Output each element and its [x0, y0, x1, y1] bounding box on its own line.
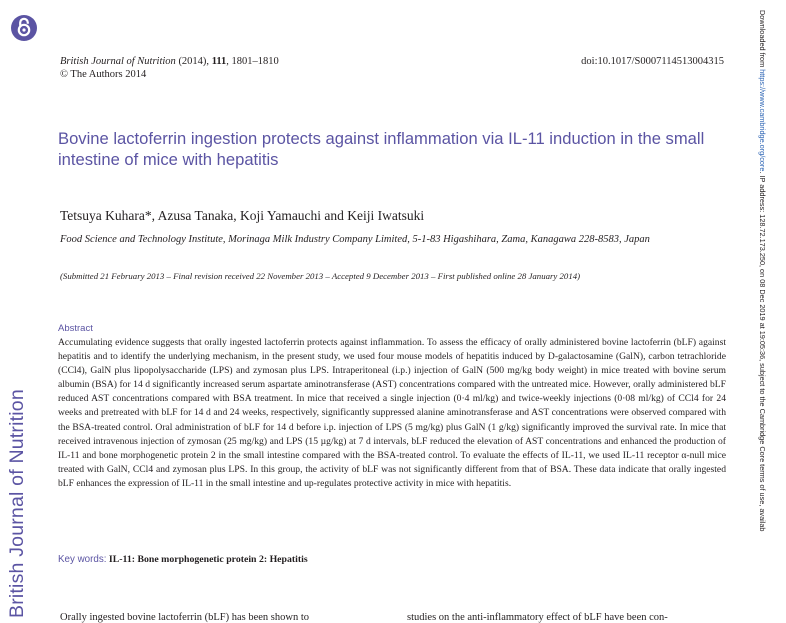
download-note: [758, 10, 767, 532]
body-left-column: Orally ingested bovine lactoferrin (bLF) has been shown to: [60, 612, 310, 623]
author-list: Tetsuya Kuhara*, Azusa Tanaka, Koji Yamauchi and Keiji Iwatsuki: [60, 208, 425, 223]
article-title: Bovine lactoferrin ingestion protects against inflammation via IL-11 induction in the small intestine of mice with hepatitis: [58, 129, 705, 169]
body-right-column: studies on the anti-inflammatory effect of bLF have been con-: [407, 612, 668, 623]
journal-volume: 111: [211, 56, 227, 67]
download-link[interactable]: https://www.cambridge.org/core: [758, 69, 767, 172]
journal-name: British Journal of Nutrition: [60, 56, 176, 67]
abstract-heading: Abstract: [58, 323, 93, 334]
keywords-line: [58, 554, 308, 565]
keywords-value: IL-11: Bone morphogenetic protein 2: Hepatitis: [108, 554, 308, 565]
sidebar-journal-name: British Journal of Nutrition: [6, 389, 28, 618]
copyright-line: © The Authors 2014: [60, 69, 147, 80]
download-suffix: . IP address: 128.72.173.250, on 08 Dec 2019 at 19:05:36, subject to the Cambridge Core terms of use, availab: [758, 171, 767, 532]
download-prefix: Downloaded from: [758, 10, 767, 70]
journal-pages: , 1801–1810: [226, 56, 279, 67]
submission-history: (Submitted 21 February 2013 – Final revision received 22 November 2013 – Accepted 9 December 2013 – First published online 28 January 2014): [60, 271, 581, 281]
journal-citation: [60, 56, 279, 67]
affiliation: Food Science and Technology Institute, Morinaga Milk Industry Company Limited, 5-1-83 Higashihara, Zama, Kanagawa 228-8583, Japan: [60, 234, 650, 245]
open-access-icon: [11, 15, 37, 41]
journal-year: (2014),: [178, 56, 210, 67]
abstract-text: Accumulating evidence suggests that orally ingested lactoferrin protects against inflammation. To assess the efficacy of orally administered bovine lactoferrin (bLF) against hepatitis and to identify the underlying mechanism, in the present study, we used four mouse models of hepatitis induced by D-galactosamine (GalN), carbon tetrachloride (CCl4), GalN plus lipopolysaccharide (LPS) and zymosan plus LPS. Intraperitoneal (i.p.) injection of GalN (500 mg/kg body weight) in mice treated with bovine serum albumin (BSA) for 14 d significantly increased serum aspartate aminotransferase (AST) concentrations compared with the untreated mice. However, orally administered bLF reduced AST concentrations compared with BSA treatment. In mice that received a single injection (0·4 ml/kg) and twice-weekly injections (0·08 ml/kg) of CCl4 for 24 weeks and pretreated with bLF for 14 d and 24 weeks, respectively, significantly suppressed alanine aminotransferase and AST concentrations were observed compared with the BSA-treated control. Oral administration of bLF for 14 d before i.p. injection of LPS (5 mg/kg) plus GalN (1 g/kg) significantly improved the survival rate. In mice that received intravenous injection of zymosan (25 mg/kg) and LPS (15 µg/kg) at 7 d intervals, bLF reduced the elevation of AST concentrations and enhanced the production of IL-11 and bone morphogenetic protein 2 in the small intestine compared with the BSA-treated control. To evaluate the effects of IL-11, we used IL-11 receptor α-null mice treated with GalN, CCl4 and zymosan plus LPS. In this group, the activity of bLF was not significantly different from that of BSA. These data indicate that orally ingested bLF enhances the expression of IL-11 in the small intestine and up-regulates protective activity in mice with hepatitis.: [58, 337, 726, 489]
doi-link[interactable]: doi:10.1017/S0007114513004315: [581, 56, 724, 67]
keywords-label: Key words:: [58, 554, 107, 565]
